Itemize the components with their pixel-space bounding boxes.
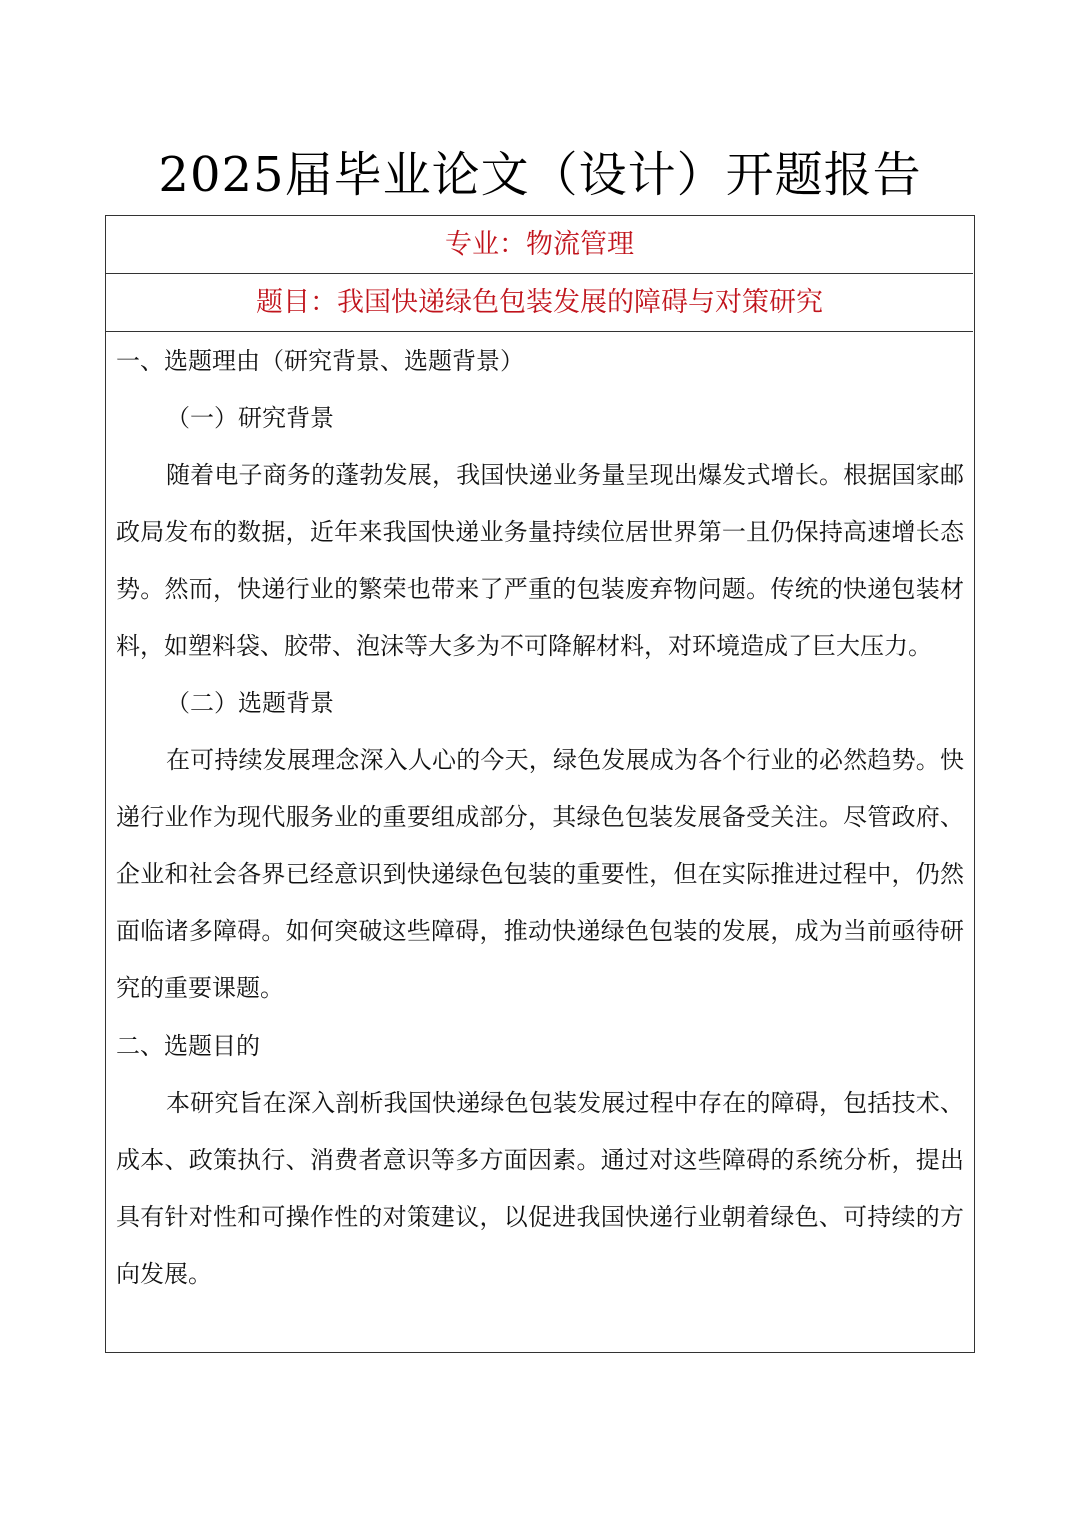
paragraph-purpose: 本研究旨在深入剖析我国快递绿色包装发展过程中存在的障碍，包括技术、成本、政策执行、消费者意识等多方面因素。通过对这些障碍的系统分析，提出具有针对性和可操作性的对策建议，以促进我国快递行业朝着绿色、可持续的方向发展。 <box>116 1089 964 1288</box>
subsection-heading-research-background: （一）研究背景 <box>166 404 334 432</box>
topic-line: 题目：我国快递绿色包装发展的障碍与对策研究 <box>106 274 973 332</box>
section-heading-reason: 一、选题理由（研究背景、选题背景） <box>116 347 524 375</box>
paragraph-topic-background: 在可持续发展理念深入人心的今天，绿色发展成为各个行业的必然趋势。快递行业作为现代服务业的重要组成部分，其绿色包装发展备受关注。尽管政府、企业和社会各界已经意识到快递绿色包装的重要性，但在实际推进过程中，仍然面临诸多障碍。如何突破这些障碍，推动快递绿色包装的发展，成为当前亟待研究的重要课题。 <box>116 746 964 1002</box>
paragraph-research-background: 随着电子商务的蓬勃发展，我国快递业务量呈现出爆发式增长。根据国家邮政局发布的数据，近年来我国快递业务量持续位居世界第一且仍保持高速增长态势。然而，快递行业的繁荣也带来了严重的包装废弃物问题。传统的快递包装材料，如塑料袋、胶带、泡沫等大多为不可降解材料，对环境造成了巨大压力。 <box>116 461 964 660</box>
report-body <box>116 332 964 1303</box>
major-line: 专业：物流管理 <box>106 216 973 274</box>
section-heading-purpose: 二、选题目的 <box>116 1032 260 1060</box>
page-title: 2025届毕业论文（设计）开题报告 <box>158 147 922 203</box>
subsection-heading-topic-background: （二）选题背景 <box>166 689 334 717</box>
report-table <box>105 215 975 1353</box>
